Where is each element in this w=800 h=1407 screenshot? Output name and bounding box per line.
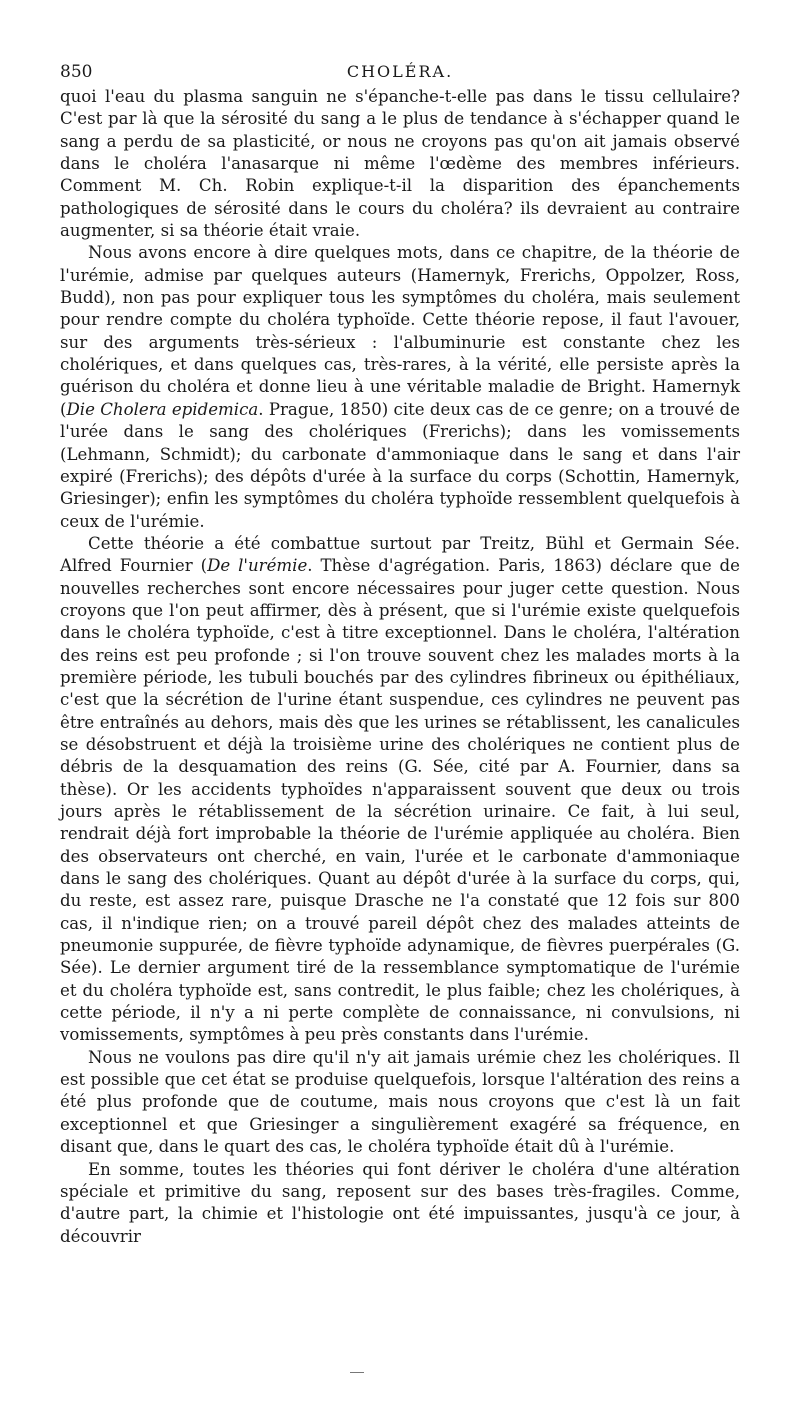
- page-bottom-mark: [350, 1372, 364, 1373]
- paragraph: [60, 86, 740, 242]
- text-run: Cette théorie a été combattue surtout par Treitz, Bühl et Germain Sée. Alfred Fournier (: [60, 533, 740, 576]
- text-run: En somme, toutes les théories qui font dériver le choléra d'une altération spéciale et primitive du sang, reposent sur des bases très-fragiles. Comme, d'autre part, la chimie et l'histologie ont été impuissantes, jusqu'à ce jour, à découvrir: [60, 1159, 740, 1246]
- page-number: 850: [60, 62, 93, 82]
- text-run: quoi l'eau du plasma sanguin ne s'épanche-t-elle pas dans le tissu cellulaire? C'est par là que la sérosité du sang a le plus de tendance à s'échapper quand le sang a perdu de sa plasticité, or nous ne croyons pas qu'on ait jamais observé dans le choléra l'anasarque ni même l'œdème des membres inférieurs. Comment M. Ch. Robin explique-t-il la disparition des épanchements pathologiques de sérosité dans le cours du choléra? ils devraient au contraire augmenter, si sa théorie était vraie.: [60, 87, 740, 241]
- text-run: . Thèse d'agrégation. Paris, 1863) déclare que de nouvelles recherches sont encore nécessaires pour juger cette question. Nous croyons que l'on peut affirmer, dès à présent, que si l'urémie existe quelquefois dans le choléra typhoïde, c'est à titre exceptionnel. Dans le choléra, l'altération des reins est peu profonde ; si l'on trouve souvent chez les malades morts à la première période, les tubuli bouchés par des cylindres fibrineux ou épithéliaux, c'est que la sécrétion de l'urine étant suspendue, ces cylindres ne peuvent pas être entraînés au dehors, mais dès que les urines se rétablissent, les canalicules se désobstruent et déjà la troisième urine des cholériques ne contient plus de débris de la desquamation des reins (G. Sée, cité par A. Fournier, dans sa thèse). Or les accidents typhoïdes n'apparaissent souvent que deux ou trois jours après le rétablissement de la sécrétion urinaire. Ce fait, à lui seul, rendrait déjà fort improbable la théorie de l'urémie appliquée au choléra. Bien des observateurs ont cherché, en vain, l'urée et le carbonate d'ammoniaque dans le sang des cholériques. Quant au dépôt d'urée à la surface du corps, qui, du reste, est assez rare, puisque Drasche ne l'a constaté que 12 fois sur 800 cas, il n'indique rien; on a trouvé pareil dépôt chez des malades atteints de pneumonie suppurée, de fièvre typhoïde adynamique, de fièvres puerpérales (G. Sée). Le dernier argument tiré de la ressemblance symptomatique de l'urémie et du choléra typhoïde est, sans contredit, le plus faible; chez les cholériques, à cette période, il n'y a ni perte complète de connaissance, ni convulsions, ni vomissements, symptômes à peu près constants dans l'urémie.: [60, 556, 740, 1045]
- paragraph: [60, 1159, 740, 1248]
- text-run: Nous ne voulons pas dire qu'il n'y ait jamais urémie chez les cholériques. Il est possible que cet état se produise quelquefois, lorsque l'altération des reins a été plus profonde que de coutume, mais nous croyons que c'est là un fait exceptionnel et que Griesinger a singulièrement exagéré sa fréquence, en disant que, dans le quart des cas, le choléra typhoïde était dû à l'urémie.: [60, 1047, 740, 1157]
- text-run: Nous avons encore à dire quelques mots, dans ce chapitre, de la théorie de l'urémie, admise par quelques auteurs (Hamernyk, Frerichs, Oppolzer, Ross, Budd), non pas pour expliquer tous les symptômes du choléra, mais seulement pour rendre compte du choléra typhoïde. Cette théorie repose, il faut l'avouer, sur des arguments très-sérieux : l'albuminurie est constante chez les cholériques, et dans quelques cas, très-rares, à la vérité, elle persiste après la guérison du choléra et donne lieu à une véritable maladie de Bright. Hamernyk (: [60, 243, 740, 419]
- paragraph: [60, 242, 740, 532]
- book-page: [60, 56, 740, 1248]
- running-title: CHOLÉRA.: [346, 62, 454, 81]
- text-run: . Prague, 1850) cite deux cas de ce genre; on a trouvé de l'urée dans le sang des cholériques (Frerichs); dans les vomissements (Lehmann, Schmidt); du carbonate d'ammoniaque dans le sang et dans l'air expiré (Frerichs); des dépôts d'urée à la surface du corps (Schottin, Hamernyk, Griesinger); enfin les symptômes du choléra typhoïde ressemblent quelquefois à ceux de l'urémie.: [60, 399, 740, 531]
- paragraph: [60, 1047, 740, 1159]
- italic-title: De l'urémie: [207, 556, 308, 576]
- body-text: [60, 86, 740, 1248]
- italic-title: Die Cholera epidemica: [66, 399, 259, 419]
- page-header: [60, 56, 740, 86]
- paragraph: [60, 533, 740, 1047]
